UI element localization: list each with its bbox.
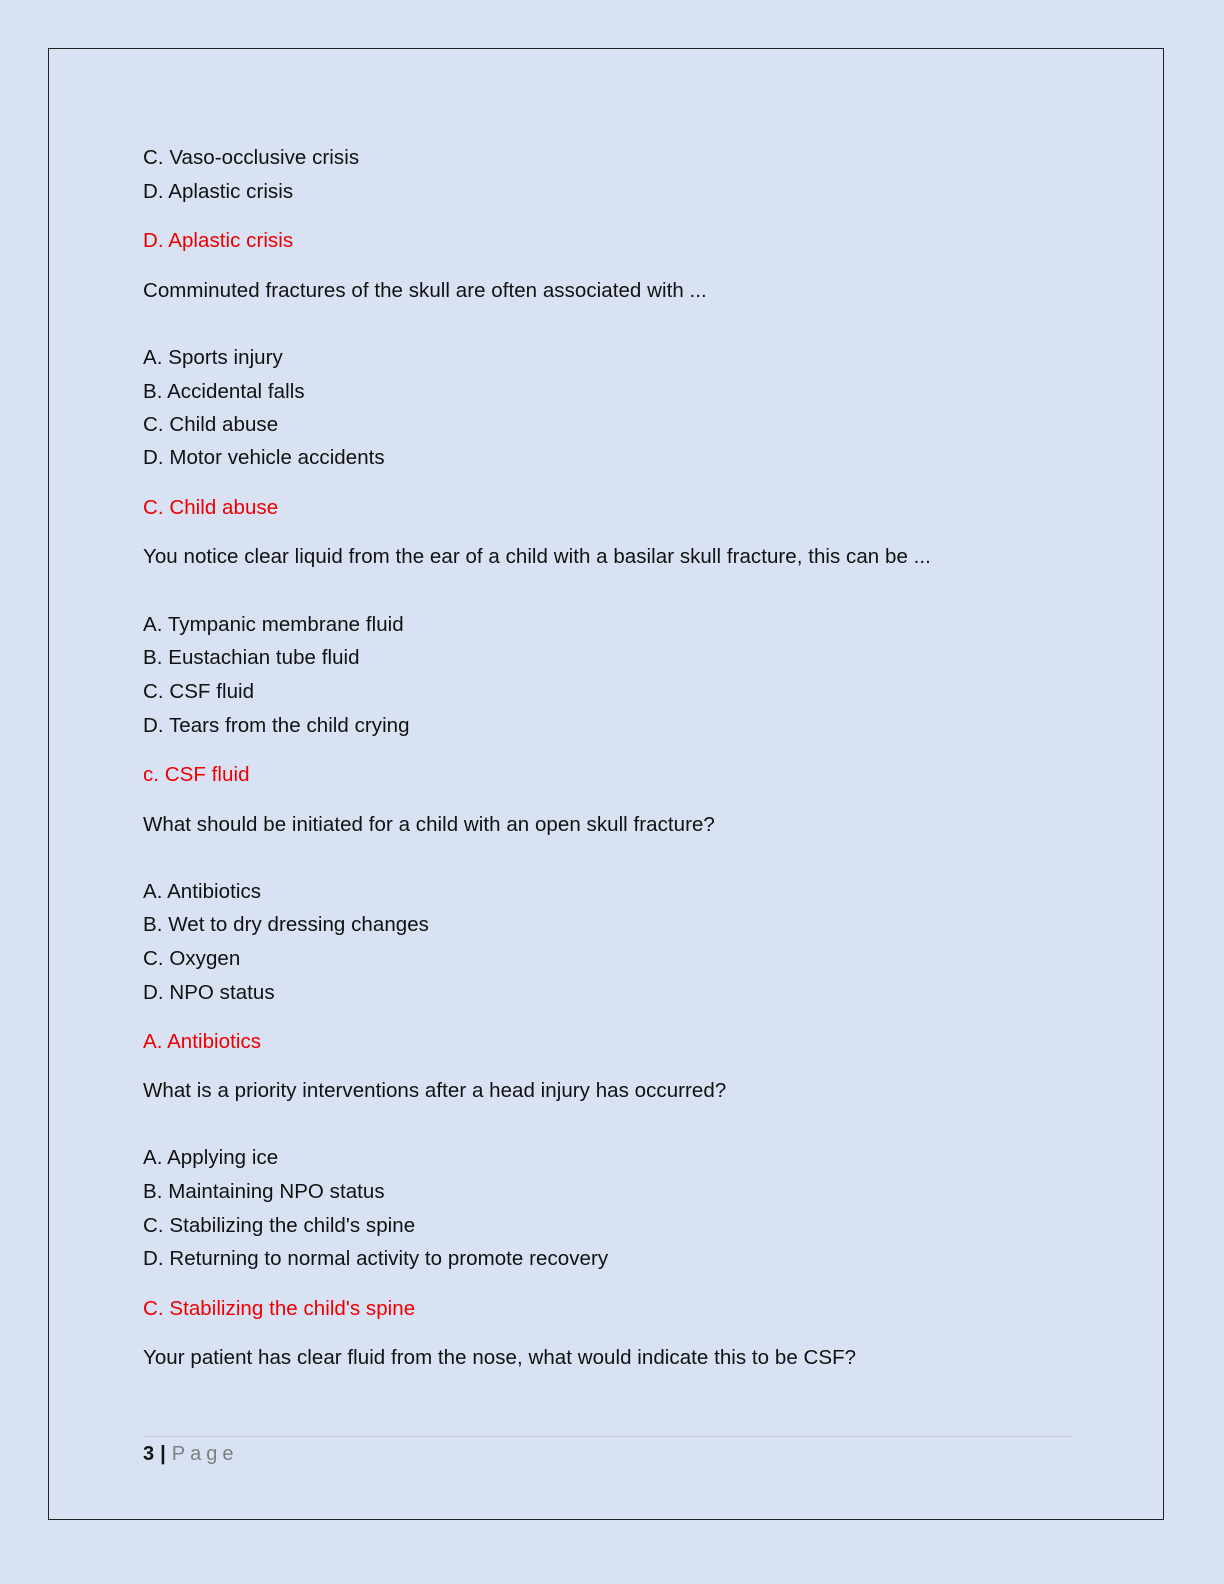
- page-footer: [143, 1441, 238, 1467]
- option-line: C. CSF fluid: [143, 680, 255, 703]
- question-line: Your patient has clear fluid from the nose, what would indicate this to be CSF?: [143, 1346, 857, 1369]
- option-line: A. Tympanic membrane fluid: [143, 613, 404, 636]
- question-line: What is a priority interventions after a head injury has occurred?: [143, 1079, 727, 1102]
- answer-line: c. CSF fluid: [143, 763, 250, 786]
- answer-line: D. Aplastic crisis: [143, 229, 294, 252]
- footer-divider: [143, 1436, 1073, 1437]
- footer-separator: |: [160, 1443, 166, 1465]
- option-line: A. Sports injury: [143, 346, 283, 369]
- question-line: What should be initiated for a child with an open skull fracture?: [143, 813, 715, 836]
- question-line: You notice clear liquid from the ear of a child with a basilar skull fracture, this can be ...: [143, 545, 931, 568]
- answer-line: A. Antibiotics: [143, 1030, 262, 1053]
- option-line: C. Child abuse: [143, 413, 279, 436]
- option-line: B. Accidental falls: [143, 380, 305, 403]
- page-number: 3: [143, 1443, 155, 1465]
- option-line: C. Vaso-occlusive crisis: [143, 146, 360, 169]
- option-line: C. Stabilizing the child's spine: [143, 1214, 416, 1237]
- option-line: D. Returning to normal activity to promote recovery: [143, 1247, 609, 1270]
- option-line: A. Applying ice: [143, 1146, 279, 1169]
- option-line: B. Eustachian tube fluid: [143, 646, 360, 669]
- option-line: B. Maintaining NPO status: [143, 1180, 385, 1203]
- page-label: Page: [171, 1443, 239, 1465]
- option-line: D. NPO status: [143, 981, 275, 1004]
- question-line: Comminuted fractures of the skull are often associated with ...: [143, 279, 707, 302]
- answer-line: C. Stabilizing the child's spine: [143, 1297, 416, 1320]
- option-line: D. Aplastic crisis: [143, 180, 294, 203]
- option-line: D. Tears from the child crying: [143, 714, 410, 737]
- option-line: A. Antibiotics: [143, 880, 262, 903]
- option-line: D. Motor vehicle accidents: [143, 446, 385, 469]
- option-line: B. Wet to dry dressing changes: [143, 913, 429, 936]
- answer-line: C. Child abuse: [143, 496, 279, 519]
- option-line: C. Oxygen: [143, 947, 241, 970]
